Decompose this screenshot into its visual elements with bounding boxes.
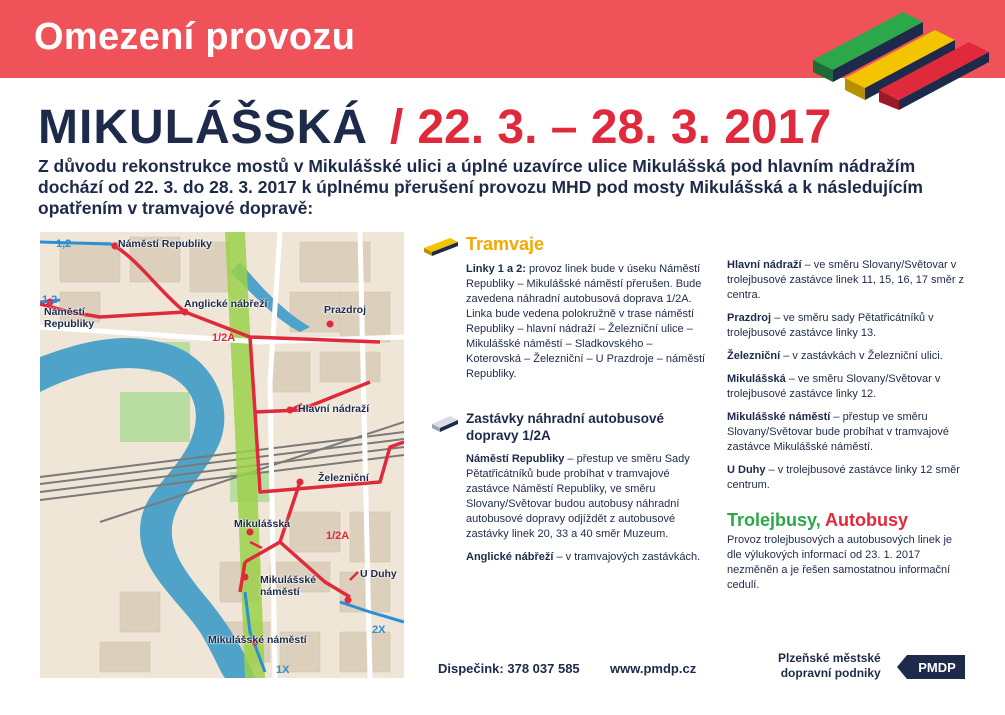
bus-p2-bold: Anglické nábřeží	[466, 551, 554, 563]
trolley-section-title	[727, 510, 908, 531]
bus-stops-section-title: Zastávky náhradní autobusové dopravy 1/2A	[466, 411, 665, 443]
right-p5-bold: Mikulášské náměstí	[727, 411, 831, 423]
bus-p2-text: – v tramvajových zastávkách.	[553, 551, 701, 563]
dispatch-phone: Dispečink: 378 037 585	[438, 661, 580, 676]
tram-section-title: Tramvaje	[466, 234, 545, 254]
headline-dates: 22. 3. – 28. 3. 2017	[417, 101, 832, 154]
map-label-mikulasska: Mikulášská	[234, 518, 291, 530]
headline-street: MIKULÁŠSKÁ	[38, 101, 368, 154]
right-p4-bold: Mikulášská	[727, 373, 786, 385]
route-map	[40, 232, 404, 678]
bus-stops-section-text	[466, 452, 706, 573]
map-line-label-bus-2: 1/2A	[326, 530, 350, 542]
right-p3-text: – v zastávkách v Železniční ulici.	[780, 350, 943, 362]
pmdp-logo-text: PMDP	[918, 660, 956, 675]
right-p1-text: – ve směru Slovany/Světovar v trolejbusové zastávce linek 11, 15, 16, 17 směr z centra.	[727, 259, 965, 301]
right-p6-text: – v trolejbusové zastávce linky 12 směr centrum.	[727, 464, 960, 491]
map-label-mikulasske-namesti-bottom: Mikulášské náměstí	[208, 634, 307, 646]
map-label-hlavni-nadrazi: Hlavní nádraží	[298, 403, 370, 415]
trolley-title-a: Trolejbusy,	[727, 510, 821, 530]
map-label-u-duhy: U Duhy	[360, 568, 397, 580]
right-p2-bold: Prazdroj	[727, 312, 772, 324]
map-line-label-bus-1: 1/2A	[212, 332, 236, 344]
headline-slash: /	[390, 101, 404, 154]
map-label-namesti-republiky-left: Náměstí Republiky	[44, 306, 95, 330]
tram-p1-text: provoz linek bude v úseku Náměstí Republiky – Mikulášské náměstí přerušen. Bude zavedena náhradní autobusová doprava 1/2A. Linka bude vedena polokružně v trase náměstí Republiky – hlavní nádraží – Železniční ulice – Mikulášské náměstí – Sladkovského – Koterovská – Železniční – U Prazdroje – náměstí Republiky.	[466, 263, 706, 380]
bus-p1-bold: Náměstí Republiky	[466, 453, 565, 465]
company-name	[778, 651, 881, 681]
tram-p1-bold: Linky 1 a 2:	[466, 263, 526, 275]
map-line-label-1x: 1X	[276, 664, 290, 676]
bus-icon	[432, 416, 458, 432]
map-label-namesti-republiky: Náměstí Republiky	[118, 238, 212, 250]
company-name-line1: Plzeňské městské	[778, 651, 881, 665]
transit-bars-logo	[793, 0, 993, 110]
tram-section-text	[466, 262, 706, 390]
map-label-zeleznicni: Železniční	[318, 472, 369, 484]
bus-p1-text: – přestup ve směru Sady Pětatřicátníků bude probíhat v tramvajové zastávce Náměstí Republiky, ve směru Slovany/Světovar budou autobusy náhradní autobusové dopravy odjíždět z autobusové zastávky linek 20, 33 a 40 směr Muzeum.	[466, 453, 690, 540]
map-label-mikulasske-namesti: Mikulášské náměstí	[260, 574, 317, 598]
tram-icon	[424, 238, 460, 256]
intro-text: Z důvodu rekonstrukce mostů v Mikulášské ulici a úplné uzavírce ulice Mikulášská pod hlavním nádražím dochází od 22. 3. do 28. 3. 2017 k úplnému přerušení provozu MHD pod mosty Mikulášská a k následujícím opatřením v tramvajové dopravě:	[38, 156, 923, 218]
trolley-text: Provoz trolejbusových a autobusových linek je dle výlukových informací od 23. 1. 2017 nezměněn a je řešen samostatnou informační cedulí.	[727, 534, 953, 591]
map-line-label-12-left: 1,2	[42, 294, 58, 306]
right-p5-text: – přestup ve směru Slovany/Světovar bude probíhat v tramvajové zastávce Mikulášské náměstí.	[727, 411, 949, 453]
map-line-label-12-top: 1,2	[56, 238, 72, 250]
headline	[38, 100, 831, 155]
website-link[interactable]: www.pmdp.cz	[610, 661, 697, 676]
map-line-label-2x: 2X	[372, 624, 386, 636]
company-name-line2: dopravní podniky	[780, 666, 881, 680]
map-label-anglicke-nabrezi: Anglické nábřeží	[184, 298, 268, 310]
map-label-prazdroj: Prazdroj	[324, 304, 367, 316]
pmdp-logo	[897, 655, 965, 679]
trolley-title-b: Autobusy	[820, 510, 909, 530]
banner-title: Omezení provozu	[34, 16, 356, 58]
trolley-section-text	[727, 533, 967, 601]
right-p6-bold: U Duhy	[727, 464, 766, 476]
right-p4-text: – ve směru Slovany/Světovar v trolejbusové zastávce linky 12.	[727, 373, 941, 400]
right-p2-text: – ve směru sady Pětatřicátníků v trolejbusové zastávce linky 13.	[727, 312, 934, 339]
right-p3-bold: Železniční	[727, 350, 781, 362]
right-p1-bold: Hlavní nádraží	[727, 259, 802, 271]
stops-right-column	[727, 258, 977, 501]
